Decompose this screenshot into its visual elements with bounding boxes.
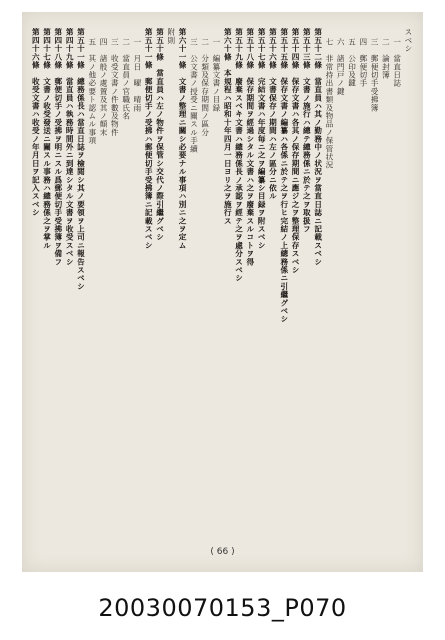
text-column: 第五十六條 文書保存ノ期間ハ左ノ區分ニ依ル <box>268 28 278 201</box>
text-column: 附則 <box>166 28 176 45</box>
page-number: ( 66 ) <box>210 547 235 557</box>
text-column: 六 諸門戸ノ鍵 <box>336 38 346 96</box>
text-column: 一 當直日誌 <box>392 38 402 88</box>
text-column: 一 月日 曜 晴雨 <box>132 38 142 112</box>
text-column: 第五十條 當直員ハ左ノ物件ヲ保管シ交代ノ際引繼グベシ <box>155 28 165 242</box>
text-column: 第四十六條 收受文書ハ收受ノ年月日ヲ記入スベシ <box>31 28 41 217</box>
text-column: 三 郵便切手受拂簿 <box>370 38 380 112</box>
text-column: 第四十七條 文書ノ收受發送ニ關スル事務ハ總務係之ヲ掌ル <box>42 28 52 250</box>
text-column: 第六十一條 文書ノ整理ニ關シ必要ナル事項ハ別ニ之ヲ定ム <box>178 28 188 250</box>
text-column: 第五十八條 保存期間ヲ經過シタル文書ハ之ヲ廢棄スルコトヲ得 <box>245 28 255 266</box>
text-column: 三 收受文書ノ件數及物件 <box>110 38 120 137</box>
text-column: 七 非常持出書類及物品ノ保管状況 <box>324 38 334 170</box>
text-column: 第五十七條 完結文書ハ年度毎ニ之ヲ編纂シ目録ヲ附スベシ <box>257 28 267 250</box>
text-column: スベシ <box>403 28 413 53</box>
image-caption: 20030070153_P070 <box>98 594 347 622</box>
text-column: 三 公文書ノ授受ニ關スル手續 <box>189 38 199 153</box>
text-column: 二 當直員ノ官職氏名 <box>121 38 131 120</box>
text-column: 第五十一條 郵便切手ノ受拂ハ郵便切手受拂簿ニ記載スベシ <box>144 28 154 250</box>
text-column: 四 郵便切手 <box>358 38 368 88</box>
document-page <box>22 12 423 572</box>
text-column: 第四十九條 當直員ハ執務時間外ニ到達シタル文書ヲ收受スベシ <box>65 28 75 266</box>
text-column: 四 諸般ノ處置及其ノ顛末 <box>99 38 109 137</box>
text-column: 五 公印及鍵 <box>347 38 357 88</box>
text-column: 第五十五條 保存文書ノ編纂ハ各係ニ於テ之ヲ行ヒ完結ノ上總務係ニ引繼グベシ <box>279 28 289 324</box>
text-column: 二 分類及保存期間ノ區分 <box>200 38 210 137</box>
text-column: 第五十二條 當直員ハ其ノ勤務中ノ状況ヲ當直日誌ニ記載スベシ <box>313 28 323 266</box>
text-column: 第六十條 本規程ハ昭和十年四月一日ヨリ之ヲ施行ス <box>223 28 233 225</box>
text-column: 二 論封簿 <box>381 38 391 79</box>
text-column: 第四十八條 郵便切手ノ受拂ヲ明ニスル爲郵便切手受拂簿ヲ備フ <box>53 28 63 266</box>
text-column: 第五十三條 文書ノ施行ハ總テ總務係ニ於テ之ヲ取扱フ <box>302 28 312 233</box>
vertical-text-body <box>22 12 423 572</box>
text-column: 五 其ノ他必要ト認ムル事項 <box>87 38 97 145</box>
text-column: 第五十四條 保存文書ハ各其ノ保存期間ニ應ジ之ヲ整理保存スベシ <box>291 28 301 274</box>
text-column: 第五十一條 總務係長ハ當直日誌ヲ檢閲シ其ノ要領ヲ上司ニ報告スベシ <box>76 28 86 291</box>
text-column: 一 編纂文書ノ目録 <box>211 38 221 112</box>
text-column: 第五十九條 廢棄スベキ文書ハ總務係長ノ承認ヲ經テ之ヲ處分スベシ <box>234 28 244 283</box>
